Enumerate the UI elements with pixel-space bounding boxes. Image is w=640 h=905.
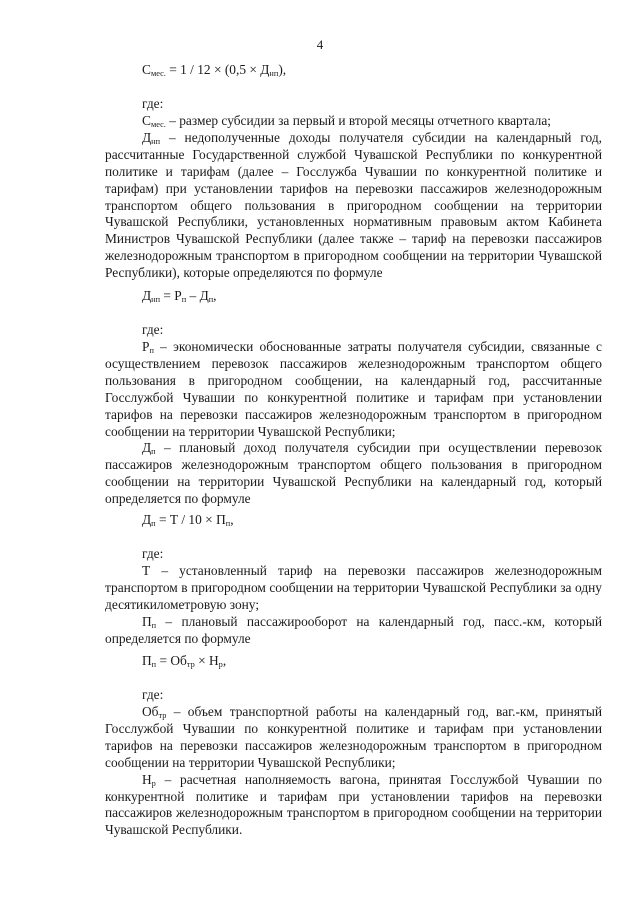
formula-subsidy-month: $С_{мес.} = 1 / 12 \times (0,5 \times Д_{нп})$,: [142, 62, 287, 79]
definitions-block-1: [105, 113, 602, 282]
formula-lost-income: $Д_{нп} = Р_п - Д_п$,: [142, 288, 217, 305]
definition-paragraph: Т – установленный тариф на перевозки пассажиров железнодорожным транспортом в пригородном сообщении на территории Чувашской Республики за одну десятикилометровую зону;: [105, 563, 602, 612]
where-label: где:: [142, 687, 164, 702]
definition-paragraph: $Н_р$ – расчетная наполняемость вагона, принятая Госслужбой Чувашии по конкурентной политике и тарифам при установлении тарифов на перевозки пассажиров железнодорожным транспортом в пригородном сообщении на территории Чувашской Республики.: [105, 771, 602, 838]
definition-paragraph: $Об_{тр}$ – объем транспортной работы на календарный год, ваг.-км, принятый Госслужбой Чувашии по конкурентной политике и тарифам при установлении тарифов на перевозки пассажиров железнодорожным транспортом в пригородном сообщении на территории Чувашской Республики;: [105, 704, 602, 770]
page-number: 4: [316, 37, 324, 52]
definitions-block-4: [105, 704, 602, 839]
definition-paragraph: $Д_п$ – плановый доход получателя субсидии при осуществлении перевозок пассажиров железнодорожным транспортом общего пользования в пригородном сообщении на территории Чувашской Республики на календарный год, который определяется по формуле: [105, 440, 602, 507]
definitions-block-2: [105, 339, 602, 508]
where-label: где:: [142, 546, 164, 561]
where-label: где:: [142, 322, 164, 337]
where-label: где:: [142, 96, 164, 111]
definition-paragraph: $Р_п$ – экономически обоснованные затраты получателя субсидии, связанные с осуществлением перевозок пассажиров железнодорожным транспортом общего пользования в пригородном сообщении, на календарный год, рассчитанные Госслужбой Чувашии по конкурентной политике и тарифам при установлении тарифов на перевозки пассажиров железнодорожным транспортом в пригородном сообщении на территории Чувашской Республики;: [105, 339, 602, 439]
definition-paragraph: $С_{мес.}$ – размер субсидии за первый и второй месяцы отчетного квартала;: [142, 113, 551, 130]
formula-passenger-turnover: $П_п = Об_{тр} \times Н_р$,: [142, 653, 227, 670]
formula-planned-income: $Д_п = Т / 10 \times П_п$,: [142, 512, 234, 529]
definitions-block-3: [105, 563, 602, 648]
definition-paragraph: $П_п$ – плановый пассажирооборот на календарный год, пасс.-км, который определяется по формуле: [105, 613, 602, 646]
definition-paragraph: $Д_{нп}$ – недополученные доходы получателя субсидии на календарный год, рассчитанные Государственной службой Чувашской Республики по конкурентной политике и тарифам (далее – Госслужба Чувашии по конкурентной политике и тарифам) при установлении тарифов на перевозки пассажиров железнодорожным транспортом общего пользования в пригородном сообщении на территории Чувашской Республики, установленных нормативным правовым актом Кабинета Министров Чувашской Республики (далее также – тариф на перевозки пассажиров железнодорожным транспортом в пригородном сообщении на территории Чувашской Республики), которые определяются по формуле: [105, 129, 602, 281]
